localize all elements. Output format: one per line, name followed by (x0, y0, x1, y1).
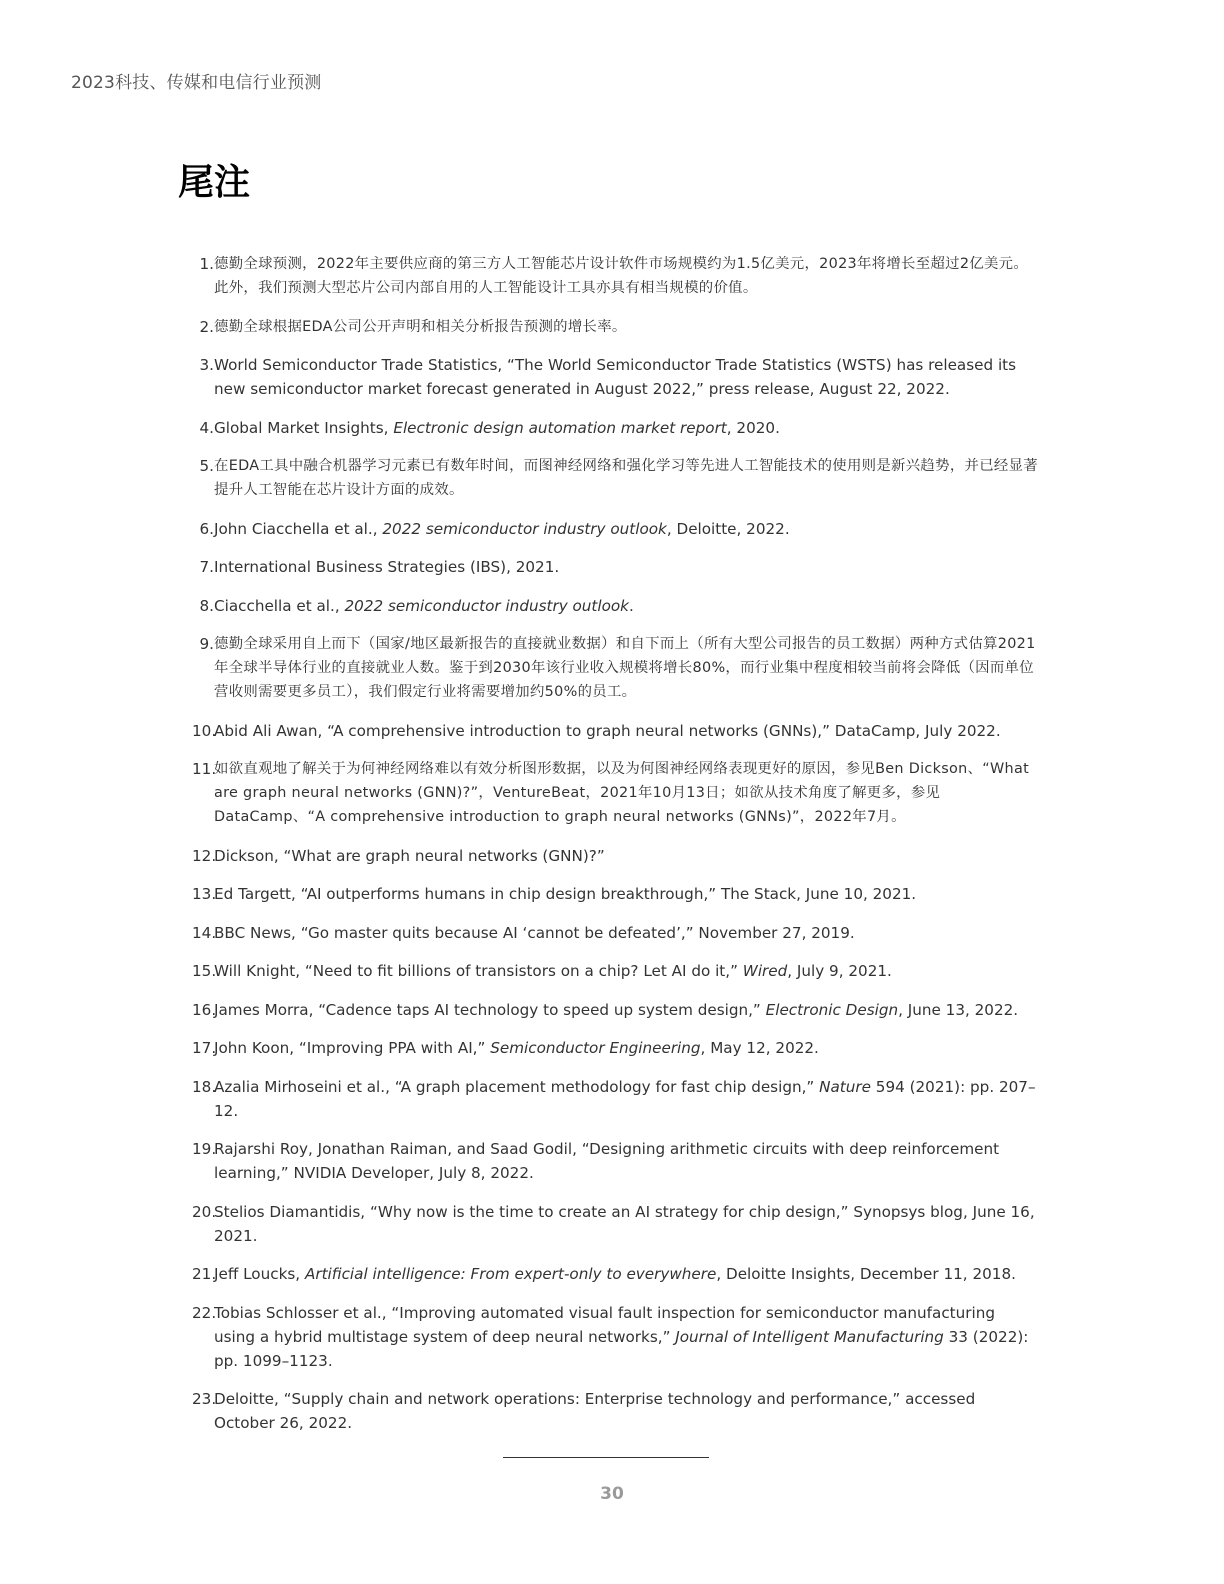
endnote-text-run: BBC News, “Go master quits because AI ‘cannot be defeated’,” November 27, 2019. (214, 923, 855, 942)
endnote-text-run: , Deloitte Insights, December 11, 2018. (716, 1265, 1016, 1283)
endnote-number-label: 10. (192, 721, 217, 740)
endnote-number (178, 998, 217, 1022)
endnote-item (178, 1262, 1038, 1286)
endnote-number (178, 252, 214, 300)
endnote-text (214, 1387, 1038, 1435)
endnote-italic-title: Electronic design automation market report (393, 418, 727, 437)
endnote-text (214, 1036, 1038, 1060)
endnote-item (178, 882, 1038, 906)
endnote-number (178, 1200, 217, 1248)
endnote-text (214, 353, 1038, 401)
endnote-number (178, 719, 217, 743)
endnote-text-run: Global Market Insights, (214, 418, 394, 437)
endnote-number-label: 6. (199, 519, 214, 538)
endnote-text-run: 德勤全球根据EDA公司公开声明和相关分析报告预测的增长率。 (214, 318, 627, 335)
endnote-number-label: 23. (192, 1390, 217, 1408)
endnote-number (178, 594, 214, 618)
endnote-italic-title: Artificial intelligence: From expert-only to everywhere (304, 1265, 717, 1283)
endnote-number-label: 22. (192, 1303, 217, 1322)
endnote-text-run: Dickson, “What are graph neural networks (GNN)?” (214, 846, 605, 865)
endnote-number-label: 5. (199, 457, 214, 475)
endnote-item (178, 416, 1038, 440)
endnote-text-run: Abid Ali Awan, “A comprehensive introduction to graph neural networks (GNNs),” DataCamp, July 2022. (214, 721, 1001, 740)
endnote-number (178, 844, 217, 868)
endnote-item (178, 1200, 1038, 1248)
endnote-text-run: Deloitte, “Supply chain and network operations: Enterprise technology and performance,” accessed October 26, 2022. (214, 1390, 976, 1432)
endnote-text (214, 757, 1038, 829)
endnote-text (214, 998, 1038, 1022)
endnote-text-run: 33 (2022): pp. 1099–1123. (214, 1327, 1029, 1370)
endnote-number (178, 555, 214, 579)
endnotes-list (178, 252, 1038, 1450)
endnote-number-label: 15. (192, 962, 217, 980)
endnote-number-label: 12. (192, 846, 217, 865)
endnote-text-run: James Morra, “Cadence taps AI technology to speed up system design,” (214, 1000, 766, 1019)
endnote-text (214, 315, 1038, 339)
endnote-text (214, 719, 1038, 743)
endnote-number (178, 315, 214, 339)
endnote-text-run: John Koon, “Improving PPA with AI,” (214, 1039, 491, 1057)
endnote-italic-title: 2022 semiconductor industry outlook (344, 596, 629, 615)
endnote-item (178, 555, 1038, 579)
endnote-number-label: 3. (199, 356, 214, 374)
endnote-item (178, 594, 1038, 618)
endnote-text-run: World Semiconductor Trade Statistics, “The World Semiconductor Trade Statistics (WSTS) has released its new semiconductor market forecast generated in August 2022,” press release, August 22, 2022. (214, 356, 1017, 398)
endnote-text-run: , June 13, 2022. (898, 1000, 1019, 1019)
endnote-text (214, 921, 1038, 945)
endnote-text (214, 454, 1038, 502)
endnote-item (178, 1036, 1038, 1060)
endnote-text-run: John Ciacchella et al., (214, 519, 383, 538)
endnote-item (178, 252, 1038, 300)
endnote-item (178, 353, 1038, 401)
endnote-text (214, 632, 1038, 704)
endnote-text-run: , July 9, 2021. (787, 962, 892, 980)
endnote-text (214, 1301, 1038, 1373)
page-title: 尾注 (178, 162, 251, 203)
endnote-item (178, 1387, 1038, 1435)
endnote-number-label: 13. (192, 885, 217, 903)
endnote-text (214, 1200, 1038, 1248)
endnote-text-run: International Business Strategies (IBS), 2021. (214, 558, 560, 576)
endnote-italic-title: Wired (742, 962, 788, 980)
endnote-item (178, 1301, 1038, 1373)
endnote-text-run: Azalia Mirhoseini et al., “A graph placement methodology for fast chip design,” (214, 1077, 820, 1096)
endnote-number (178, 416, 214, 440)
endnote-number-label: 19. (192, 1140, 217, 1158)
endnote-number (178, 1137, 217, 1185)
endnote-item (178, 844, 1038, 868)
endnote-number (178, 1387, 217, 1435)
endnote-item (178, 757, 1038, 829)
endnote-text-run: 德勤全球采用自上而下（国家/地区最新报告的直接就业数据）和自下而上（所有大型公司报告的员工数据）两种方式估算2021年全球半导体行业的直接就业人数。鉴于到2030年该行业收入规模将增长80%，而行业集中程度相较当前将会降低（因而单位营收则需要更多员工），我们假定行业将需要增加约50%的员工。 (214, 636, 1036, 700)
endnote-number (178, 1301, 217, 1373)
endnote-number (178, 1262, 217, 1286)
endnote-text (214, 517, 1038, 541)
endnote-text-run: 如欲直观地了解关于为何神经网络难以有效分析图形数据，以及为何图神经网络表现更好的原因，参见Ben Dickson、“What are graph neural networks (GNN)?”，VentureBeat，2021年10月13日；如欲从技术角度了解更多，参见DataCamp、“A comprehensive introduction to graph neural networks (GNNs)”，2022年7月。 (214, 761, 1030, 825)
endnote-text (214, 555, 1038, 579)
endnote-text-run: Ciacchella et al., (214, 596, 345, 615)
endnote-number-label: 8. (199, 596, 214, 615)
endnote-text-run: 德勤全球预测，2022年主要供应商的第三方人工智能芯片设计软件市场规模约为1.5亿美元，2023年将增长至超过2亿美元。此外，我们预测大型芯片公司内部自用的人工智能设计工具亦具有相当规模的价值。 (214, 256, 1029, 296)
endnote-text (214, 959, 1038, 983)
endnote-text-run: Will Knight, “Need to fit billions of transistors on a chip? Let AI do it,” (214, 962, 743, 980)
endnote-italic-title: Electronic Design (765, 1000, 899, 1019)
endnote-text-run: 594 (2021): pp. 207–12. (214, 1077, 1036, 1120)
endnote-text-run: . (628, 596, 634, 615)
endnote-text (214, 594, 1038, 618)
endnote-item (178, 1137, 1038, 1185)
endnote-number (178, 921, 217, 945)
endnote-item (178, 1075, 1038, 1123)
endnote-text (214, 1262, 1038, 1286)
endnote-text (214, 1137, 1038, 1185)
endnote-text-run: 在EDA工具中融合机器学习元素已有数年时间，而图神经网络和强化学习等先进人工智能技术的使用则是新兴趋势，并已经显著提升人工智能在芯片设计方面的成效。 (214, 458, 1038, 498)
endnote-italic-title: Semiconductor Engineering (490, 1039, 701, 1057)
endnote-number-label: 7. (199, 558, 214, 576)
endnote-text (214, 882, 1038, 906)
endnote-number-label: 18. (192, 1077, 217, 1096)
endnote-item (178, 517, 1038, 541)
page-number: 30 (600, 1484, 624, 1504)
endnote-number-label: 11. (192, 760, 217, 778)
endnote-text-run: , 2020. (726, 418, 780, 437)
endnote-number-label: 2. (199, 317, 214, 336)
endnote-text-run: Rajarshi Roy, Jonathan Raiman, and Saad Godil, “Designing arithmetic circuits with deep reinforcement learning,” NVIDIA Developer, July 8, 2022. (214, 1140, 1000, 1182)
endnote-number (178, 882, 217, 906)
endnote-item (178, 959, 1038, 983)
endnote-item (178, 632, 1038, 704)
endnote-item (178, 998, 1038, 1022)
endnote-number-label: 9. (199, 635, 214, 653)
footer-divider (503, 1457, 709, 1458)
endnote-italic-title: 2022 semiconductor industry outlook (382, 519, 667, 538)
endnote-number-label: 14. (192, 923, 217, 942)
endnote-text-run: , Deloitte, 2022. (666, 519, 790, 538)
endnote-number-label: 1. (199, 255, 214, 273)
endnote-item (178, 315, 1038, 339)
endnote-number (178, 632, 214, 704)
endnote-italic-title: Nature (819, 1077, 871, 1096)
endnote-item (178, 921, 1038, 945)
endnote-number-label: 4. (199, 418, 214, 437)
endnote-number-label: 16. (192, 1000, 217, 1019)
endnote-text-run: Jeff Loucks, (214, 1265, 305, 1283)
endnote-number-label: 20. (192, 1202, 217, 1221)
running-header: 2023科技、传媒和电信行业预测 (71, 73, 322, 93)
endnote-text (214, 416, 1038, 440)
endnote-text-run: , May 12, 2022. (700, 1039, 819, 1057)
endnote-number (178, 757, 217, 829)
endnote-number (178, 517, 214, 541)
endnote-number (178, 959, 217, 983)
endnote-text (214, 252, 1038, 300)
endnote-number (178, 1036, 217, 1060)
endnote-number-label: 21. (192, 1265, 217, 1283)
endnote-number (178, 353, 214, 401)
endnote-item (178, 719, 1038, 743)
endnote-text (214, 844, 1038, 868)
endnote-number (178, 454, 214, 502)
endnote-item (178, 454, 1038, 502)
endnote-number (178, 1075, 217, 1123)
endnote-text-run: Tobias Schlosser et al., “Improving automated visual fault inspection for semiconductor manufacturing using a hybrid multistage system of deep neural networks,” (214, 1303, 995, 1346)
endnote-number-label: 17. (192, 1039, 217, 1057)
endnote-italic-title: Journal of Intelligent Manufacturing (675, 1327, 944, 1346)
endnote-text-run: Ed Targett, “AI outperforms humans in chip design breakthrough,” The Stack, June 10, 2021. (214, 885, 917, 903)
endnote-text (214, 1075, 1038, 1123)
endnote-text-run: Stelios Diamantidis, “Why now is the time to create an AI strategy for chip design,” Synopsys blog, June 16, 2021. (214, 1202, 1035, 1245)
